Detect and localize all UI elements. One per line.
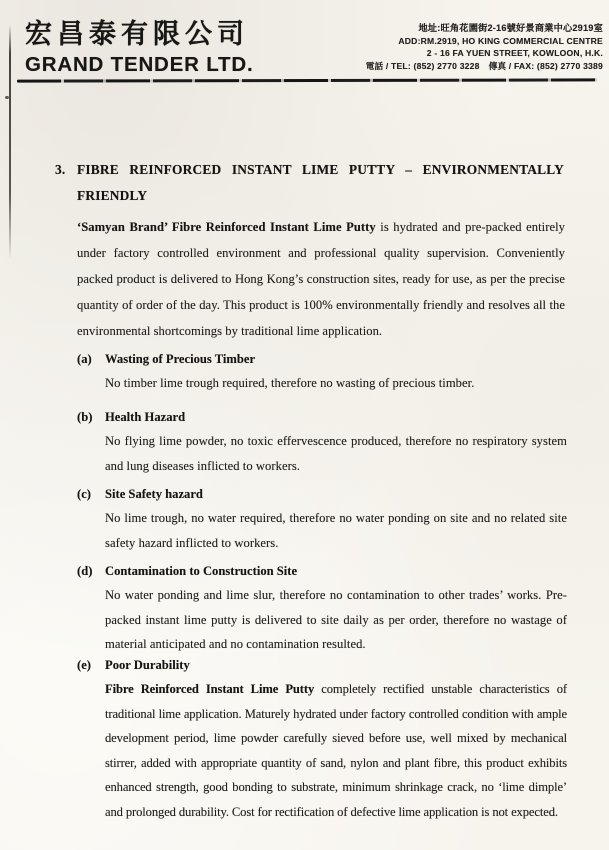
scan-edge-artifact <box>9 26 11 258</box>
letterhead-divider-rule <box>17 78 597 82</box>
intro-paragraph <box>77 214 565 344</box>
list-item-d <box>77 559 569 657</box>
section-title <box>77 157 564 209</box>
item-label: (d) <box>77 564 93 578</box>
item-body: No flying lime powder, no toxic effervescence produced, therefore no respiratory system and lung diseases inflicted to workers. <box>105 434 567 473</box>
item-title: Wasting of Precious Timber <box>105 352 256 366</box>
item-body: No timber lime trough required, therefore no wasting of precious timber. <box>105 376 475 390</box>
item-title: Health Hazard <box>105 410 186 424</box>
letterhead-address-block <box>366 22 603 72</box>
item-label: (c) <box>77 487 91 501</box>
scan-speck-artifact <box>5 96 9 99</box>
section-number: 3. <box>55 162 66 177</box>
item-label: (b) <box>77 410 93 424</box>
list-item-b <box>77 405 569 478</box>
item-body: No water ponding and lime slur, therefore no contamination to other trades’ works. Pre-packed instant lime putty is delivered to site daily as per order, therefore no wastage of material anticipated and no contamination resulted. <box>105 588 567 651</box>
item-title: Contamination to Construction Site <box>105 564 298 578</box>
tel-fax-line: 電話 / TEL: (852) 2770 3228 傳真 / FAX: (852) 2770 3389 <box>365 60 603 71</box>
section-title-line1: FIBRE REINFORCED INSTANT LIME PUTTY – ENVIRONMENTALLY <box>77 162 564 177</box>
company-name-english: GRAND TENDER LTD. <box>25 53 254 76</box>
address-line-1: ADD:RM.2919, HO KING COMMERCIAL CENTRE <box>398 35 603 46</box>
item-title: Site Safety hazard <box>105 487 203 501</box>
list-item-a <box>77 347 569 396</box>
item-label: (a) <box>77 352 92 366</box>
item-body-bold-lead: Fibre Reinforced Instant Lime Putty <box>105 682 315 696</box>
company-name-chinese: 宏昌泰有限公司 <box>25 19 249 49</box>
list-item-c <box>77 482 569 555</box>
item-label: (e) <box>77 658 91 672</box>
section-heading <box>55 157 565 209</box>
item-body-text: completely rectified unstable characteristics of traditional lime application. Maturely hydrated under factory controlled condition with ample development period, lime powder carefully sieved before use, well mixed by mechanical stirrer, added with appropriate quantity of sand, nylon and plant fibre, this product exhibits enhanced strength, good bonding to substrate, minimum shrinkage crack, no ‘lime dimple’ and prolonged durability. Cost for rectification of defective lime application is not expected. <box>105 682 567 819</box>
section-title-line2: FRIENDLY <box>77 188 148 203</box>
intro-body-text: is hydrated and pre-packed entirely under factory controlled environment and professional quality supervision. Conveniently packed product is delivered to Hong Kong’s construction sites, ready for use, as per the precise quantity of order of the day. This product is 100% environmentally friendly and resolves all the environmental shortcomings by traditional lime application. <box>77 220 565 338</box>
intro-bold-lead: ‘Samyan Brand’ Fibre Reinforced Instant Lime Putty <box>77 220 376 234</box>
item-body: No lime trough, no water required, therefore no water ponding on site and no related site safety hazard inflicted to workers. <box>105 511 567 550</box>
item-body <box>105 677 567 824</box>
address-line-chinese: 地址:旺角花園街2-16號好景商業中心2919室 <box>418 23 603 33</box>
address-line-2: 2 - 16 FA YUEN STREET, KOWLOON, H.K. <box>426 48 603 59</box>
list-item-e <box>77 653 569 824</box>
company-logo <box>25 16 253 77</box>
letterhead <box>25 16 603 77</box>
item-title: Poor Durability <box>105 658 190 672</box>
